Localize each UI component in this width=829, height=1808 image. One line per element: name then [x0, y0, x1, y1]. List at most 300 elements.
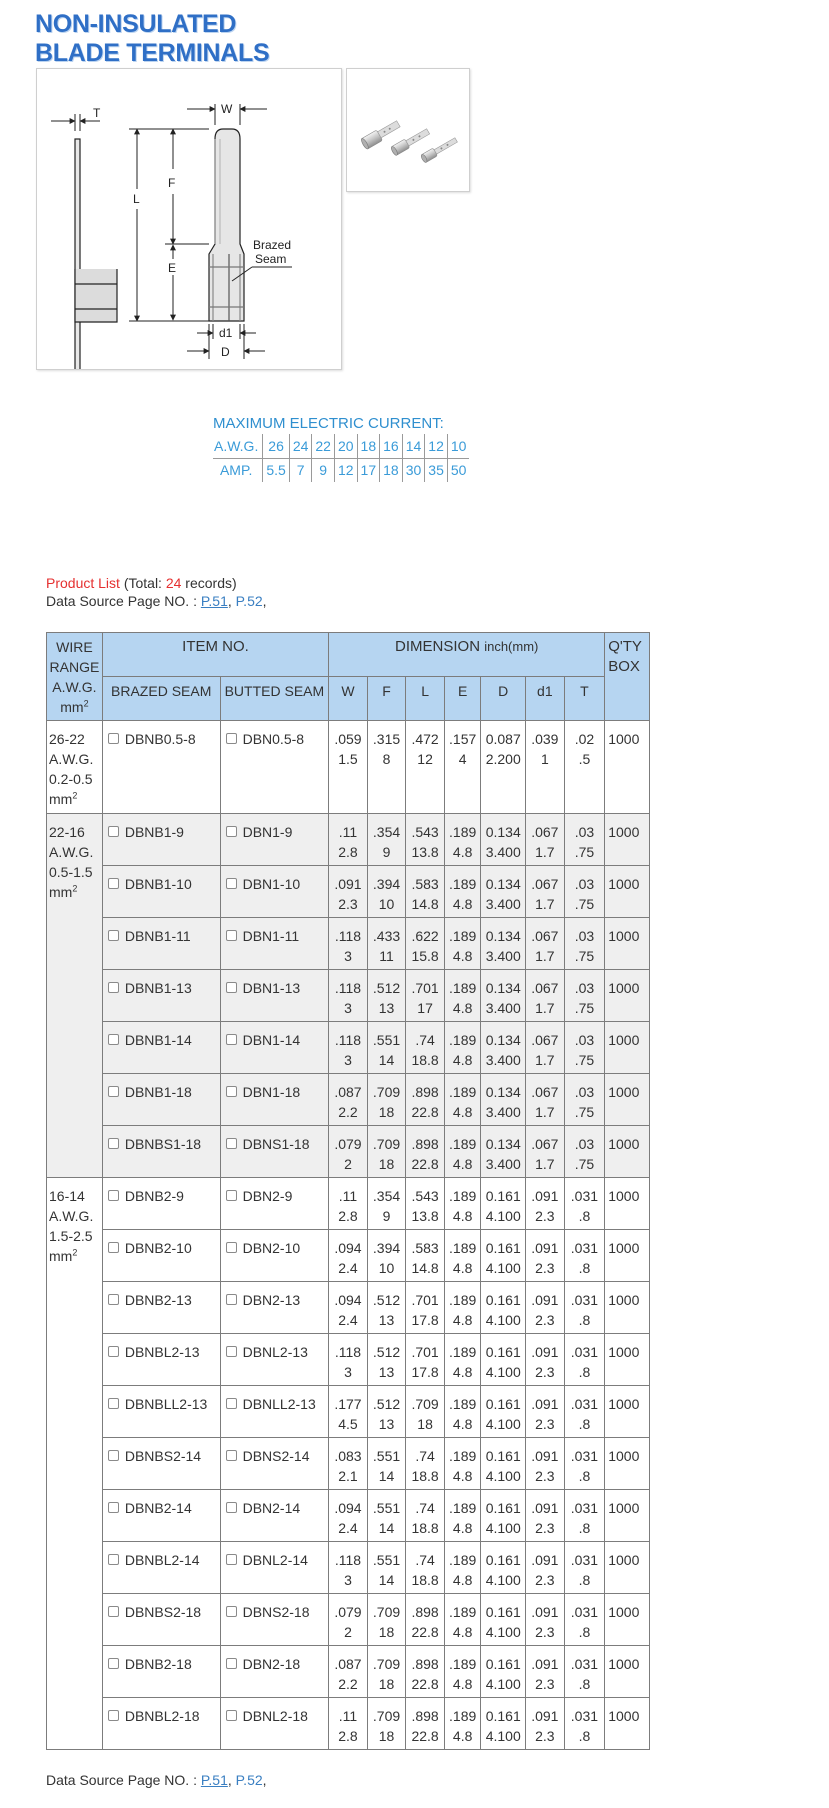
dim-w-cell: .091 2.3 [329, 866, 368, 918]
dim-e-cell: .189 4.8 [444, 1022, 481, 1074]
dim-e-cell: .189 4.8 [444, 1646, 481, 1698]
dim-d1-cell: .067 1.7 [526, 1074, 565, 1126]
dim-e-cell: .189 4.8 [444, 1282, 481, 1334]
dim-d1-cell: .067 1.7 [526, 866, 565, 918]
source-page-link[interactable]: P.51 [200, 1772, 228, 1788]
dim-d-cell: 0.134 3.400 [481, 970, 526, 1022]
dim-f-cell: .709 18 [367, 1126, 406, 1178]
col-wire-range: WIRE RANGE A.W.G. $mm^2$ [47, 633, 103, 721]
awg-value: 22 [312, 434, 335, 458]
table-row [47, 1698, 650, 1750]
item-checkbox[interactable] [226, 826, 237, 837]
table-row [47, 1282, 650, 1334]
dim-t-cell: .031 .8 [564, 1594, 605, 1646]
item-code: DBNL2-14 [242, 1552, 308, 1568]
dim-w-cell: .094 2.4 [329, 1230, 368, 1282]
brazed-seam-item [102, 1334, 220, 1386]
dim-d1-cell: .067 1.7 [526, 814, 565, 866]
dim-f-cell: .709 18 [367, 1074, 406, 1126]
butted-seam-item [220, 1438, 329, 1490]
col-qty-box: Q'TY BOX [605, 633, 650, 721]
col-dimension: DIMENSION inch(mm) [329, 633, 605, 677]
butted-seam-item [220, 1646, 329, 1698]
awg-label: A.W.G. [213, 434, 263, 458]
dim-l-cell: .622 15.8 [406, 918, 445, 970]
product-list-label: Product List [46, 575, 120, 591]
butted-seam-item [220, 1230, 329, 1282]
item-checkbox[interactable] [108, 1190, 119, 1201]
table-subheader-row [47, 677, 650, 721]
dim-l-cell: .898 22.8 [406, 1698, 445, 1750]
dim-e-cell: .189 4.8 [444, 1126, 481, 1178]
data-source-bottom [46, 1772, 267, 1788]
item-checkbox[interactable] [226, 1398, 237, 1409]
table-row [47, 866, 650, 918]
item-checkbox[interactable] [108, 1138, 119, 1149]
l-dimension [129, 129, 209, 321]
dim-f-cell: .709 18 [367, 1646, 406, 1698]
table-row [47, 1022, 650, 1074]
item-code: DBNB1-14 [124, 1032, 192, 1048]
col-l: L [406, 677, 445, 721]
qty-cell: 1000 [605, 1334, 650, 1386]
dim-d-cell: 0.134 3.400 [481, 814, 526, 866]
dim-e-cell: .157 4 [444, 721, 481, 814]
item-checkbox[interactable] [108, 1398, 119, 1409]
qty-cell: 1000 [605, 1490, 650, 1542]
dim-d-cell: 0.161 4.100 [481, 1386, 526, 1438]
col-f: F [367, 677, 406, 721]
wire-range-cell: 16-14 A.W.G. 1.5-2.5 $mm^2$ [47, 1178, 103, 1750]
item-checkbox[interactable] [108, 1658, 119, 1669]
butted-seam-item [220, 1022, 329, 1074]
item-code: DBN1-14 [242, 1032, 301, 1048]
item-code: DBNS2-18 [242, 1604, 310, 1620]
dim-l-cell: .898 22.8 [406, 1594, 445, 1646]
dim-d-cell: 0.134 3.400 [481, 1022, 526, 1074]
col-e: E [444, 677, 481, 721]
terminal-dimension-diagram[interactable] [36, 68, 342, 370]
total-prefix: (Total: [119, 575, 166, 591]
brazed-seam-item [102, 918, 220, 970]
label-t: T [93, 106, 101, 120]
item-checkbox[interactable] [226, 1034, 237, 1045]
table-row [47, 1594, 650, 1646]
brazed-seam-item [102, 1594, 220, 1646]
item-checkbox[interactable] [226, 1346, 237, 1357]
dim-t-cell: .03 .75 [564, 970, 605, 1022]
table-row [47, 721, 650, 814]
dim-d1-cell: .067 1.7 [526, 918, 565, 970]
awg-value: 24 [289, 434, 312, 458]
item-checkbox[interactable] [226, 1710, 237, 1721]
dim-e-cell: .189 4.8 [444, 1490, 481, 1542]
item-checkbox[interactable] [108, 1554, 119, 1565]
item-checkbox[interactable] [226, 1450, 237, 1461]
amp-value: 9 [312, 458, 335, 482]
item-code: DBNBL2-18 [124, 1708, 200, 1724]
butted-seam-item [220, 1542, 329, 1594]
awg-value: 14 [402, 434, 425, 458]
brazed-seam-item [102, 866, 220, 918]
dim-d1-cell: .091 2.3 [526, 1698, 565, 1750]
brazed-seam-item [102, 1178, 220, 1230]
dim-l-cell: .74 18.8 [406, 1490, 445, 1542]
label-d1: d1 [219, 326, 233, 340]
page-title [35, 10, 269, 68]
dim-f-cell: .433 11 [367, 918, 406, 970]
item-checkbox[interactable] [108, 878, 119, 889]
butted-seam-item [220, 1126, 329, 1178]
qty-cell: 1000 [605, 1074, 650, 1126]
dim-w-cell: .11 2.8 [329, 814, 368, 866]
item-checkbox[interactable] [226, 1658, 237, 1669]
butted-seam-item [220, 1490, 329, 1542]
label-d: D [221, 345, 230, 359]
qty-cell: 1000 [605, 1386, 650, 1438]
item-code: DBNBL2-14 [124, 1552, 200, 1568]
dim-t-cell: .031 .8 [564, 1438, 605, 1490]
awg-row [213, 434, 469, 458]
dim-d-cell: 0.161 4.100 [481, 1178, 526, 1230]
qty-cell: 1000 [605, 1594, 650, 1646]
item-code: DBNB2-18 [124, 1656, 192, 1672]
label-seam: Seam [255, 252, 287, 266]
table-row [47, 1230, 650, 1282]
item-checkbox[interactable] [108, 1346, 119, 1357]
item-code: DBNBS1-18 [124, 1136, 202, 1152]
brazed-seam-item [102, 1282, 220, 1334]
dim-d-cell: 0.161 4.100 [481, 1698, 526, 1750]
item-checkbox[interactable] [108, 1034, 119, 1045]
item-checkbox[interactable] [226, 1190, 237, 1201]
dim-d-cell: 0.134 3.400 [481, 1074, 526, 1126]
dim-d-cell: 0.161 4.100 [481, 1282, 526, 1334]
item-checkbox[interactable] [226, 1242, 237, 1253]
brazed-seam-item [102, 814, 220, 866]
dim-d1-cell: .091 2.3 [526, 1386, 565, 1438]
dim-d1-cell: .067 1.7 [526, 970, 565, 1022]
amp-value: 12 [334, 458, 357, 482]
item-checkbox[interactable] [226, 1138, 237, 1149]
dim-l-cell: .898 22.8 [406, 1126, 445, 1178]
dim-d-cell: 0.161 4.100 [481, 1438, 526, 1490]
item-code: DBNLL2-13 [242, 1396, 316, 1412]
dim-d1-cell: .039 1 [526, 721, 565, 814]
dim-e-cell: .189 4.8 [444, 1698, 481, 1750]
dim-f-cell: .354 9 [367, 1178, 406, 1230]
dim-w-cell: .11 2.8 [329, 1178, 368, 1230]
table-row [47, 1542, 650, 1594]
amp-value: 5.5 [263, 458, 289, 482]
dim-e-cell: .189 4.8 [444, 1230, 481, 1282]
dim-d-cell: 0.161 4.100 [481, 1230, 526, 1282]
dim-f-cell: .354 9 [367, 814, 406, 866]
item-code: DBN1-11 [242, 928, 300, 944]
item-code: DBNBL2-13 [124, 1344, 200, 1360]
dim-t-cell: .02 .5 [564, 721, 605, 814]
item-code: DBNB1-9 [124, 824, 184, 840]
data-source-label: Data Source Page NO. : [46, 593, 201, 609]
col-item-no: ITEM NO. [102, 633, 328, 677]
dim-d-cell: 0.161 4.100 [481, 1594, 526, 1646]
product-table-body [47, 721, 650, 1750]
dim-l-cell: .898 22.8 [406, 1646, 445, 1698]
awg-value: 12 [425, 434, 448, 458]
label-w: W [221, 102, 233, 116]
dim-w-cell: .059 1.5 [329, 721, 368, 814]
dim-t-cell: .031 .8 [564, 1230, 605, 1282]
dim-f-cell: .394 10 [367, 866, 406, 918]
awg-value: 16 [380, 434, 403, 458]
dim-w-cell: .118 3 [329, 1542, 368, 1594]
terminal-photo-2 [390, 127, 431, 156]
brazed-seam-item [102, 1438, 220, 1490]
table-row [47, 1178, 650, 1230]
dim-d1-cell: .067 1.7 [526, 1126, 565, 1178]
butted-seam-item [220, 866, 329, 918]
dim-d1-cell: .091 2.3 [526, 1646, 565, 1698]
table-row [47, 970, 650, 1022]
awg-value: 26 [263, 434, 289, 458]
dim-w-cell: .087 2.2 [329, 1646, 368, 1698]
dim-l-cell: .472 12 [406, 721, 445, 814]
item-code: DBNL2-18 [242, 1708, 308, 1724]
brazed-seam-item [102, 970, 220, 1022]
dim-l-cell: .583 14.8 [406, 866, 445, 918]
dim-d-cell: 0.161 4.100 [481, 1542, 526, 1594]
table-row [47, 1646, 650, 1698]
item-checkbox[interactable] [108, 930, 119, 941]
dim-f-cell: .709 18 [367, 1698, 406, 1750]
table-row [47, 1334, 650, 1386]
butted-seam-item [220, 1282, 329, 1334]
wire-range-cell: 26-22 A.W.G. 0.2-0.5 $mm^2$ [47, 721, 103, 814]
item-checkbox[interactable] [108, 1086, 119, 1097]
awg-value: 10 [447, 434, 469, 458]
item-code: DBNS1-18 [242, 1136, 310, 1152]
col-d1: d1 [526, 677, 565, 721]
dim-w-cell: .087 2.2 [329, 1074, 368, 1126]
butted-seam-item [220, 1698, 329, 1750]
terminal-photo-3 [420, 136, 458, 163]
dim-w-cell: .079 2 [329, 1126, 368, 1178]
item-checkbox[interactable] [108, 826, 119, 837]
item-checkbox[interactable] [226, 982, 237, 993]
dim-f-cell: .315 8 [367, 721, 406, 814]
item-checkbox[interactable] [226, 1502, 237, 1513]
dim-d-cell: 0.161 4.100 [481, 1646, 526, 1698]
dim-f-cell: .512 13 [367, 1282, 406, 1334]
dim-d-cell: 0.134 3.400 [481, 918, 526, 970]
item-code: DBNB1-10 [124, 876, 192, 892]
item-code: DBNL2-13 [242, 1344, 308, 1360]
front-view-terminal [209, 129, 244, 321]
dim-e-cell: .189 4.8 [444, 1386, 481, 1438]
dim-w-cell: .079 2 [329, 1594, 368, 1646]
butted-seam-item [220, 918, 329, 970]
dim-t-cell: .031 .8 [564, 1178, 605, 1230]
label-f: F [168, 176, 176, 190]
item-code: DBNB2-14 [124, 1500, 192, 1516]
dim-w-cell: .083 2.1 [329, 1438, 368, 1490]
table-row [47, 814, 650, 866]
item-code: DBNS2-14 [242, 1448, 310, 1464]
source-page-link[interactable]: P.52 [235, 1772, 263, 1788]
butted-seam-item [220, 970, 329, 1022]
product-list-summary [46, 573, 237, 593]
dim-d1-cell: .091 2.3 [526, 1490, 565, 1542]
label-brazed: Brazed [253, 238, 292, 252]
item-code: DBNBLL2-13 [124, 1396, 208, 1412]
item-code: DBN2-14 [242, 1500, 301, 1516]
page-title-line2: BLADE TERMINALS [35, 39, 270, 67]
brazed-seam-item [102, 1126, 220, 1178]
dim-d1-cell: .067 1.7 [526, 1022, 565, 1074]
item-code: DBN2-9 [242, 1188, 293, 1204]
table-row [47, 1074, 650, 1126]
dim-d-cell: 0.134 3.400 [481, 866, 526, 918]
table-header-row [47, 633, 650, 677]
awg-value: 18 [357, 434, 380, 458]
dim-l-cell: .74 18.8 [406, 1438, 445, 1490]
col-brazed-seam: BRAZED SEAM [102, 677, 220, 721]
awg-value: 20 [334, 434, 357, 458]
amp-value: 30 [402, 458, 425, 482]
dim-l-cell: .709 18 [406, 1386, 445, 1438]
item-code: DBN0.5-8 [242, 731, 305, 747]
dim-t-cell: .03 .75 [564, 1126, 605, 1178]
qty-cell: 1000 [605, 1022, 650, 1074]
item-code: DBNBS2-14 [124, 1448, 202, 1464]
dim-t-cell: .031 .8 [564, 1646, 605, 1698]
wire-range-cell: 22-16 A.W.G. 0.5-1.5 $mm^2$ [47, 814, 103, 1178]
dim-f-cell: .512 13 [367, 970, 406, 1022]
dim-e-cell: .189 4.8 [444, 1074, 481, 1126]
table-row [47, 1490, 650, 1542]
amp-value: 35 [425, 458, 448, 482]
dim-t-cell: .03 .75 [564, 1022, 605, 1074]
item-checkbox[interactable] [108, 1502, 119, 1513]
item-code: DBNB1-18 [124, 1084, 192, 1100]
item-code: DBN1-9 [242, 824, 293, 840]
table-row [47, 918, 650, 970]
item-code: DBNB0.5-8 [124, 731, 196, 747]
qty-cell: 1000 [605, 1646, 650, 1698]
item-code: DBNB1-11 [124, 928, 191, 944]
item-checkbox[interactable] [108, 1294, 119, 1305]
item-code: DBN1-13 [242, 980, 301, 996]
item-code: DBNB1-13 [124, 980, 192, 996]
source-page-link[interactable]: P.51 [200, 593, 228, 609]
table-row [47, 1438, 650, 1490]
dim-l-cell: .701 17.8 [406, 1282, 445, 1334]
dim-d-cell: 0.161 4.100 [481, 1490, 526, 1542]
butted-seam-item [220, 814, 329, 866]
dim-d1-cell: .091 2.3 [526, 1334, 565, 1386]
dim-w-cell: .094 2.4 [329, 1282, 368, 1334]
item-checkbox[interactable] [108, 1242, 119, 1253]
item-code: DBN2-18 [242, 1656, 301, 1672]
product-table [46, 632, 650, 1750]
dim-f-cell: .551 14 [367, 1490, 406, 1542]
dim-l-cell: .898 22.8 [406, 1074, 445, 1126]
terminal-product-photo[interactable] [346, 68, 470, 192]
dim-e-cell: .189 4.8 [444, 866, 481, 918]
item-checkbox[interactable] [226, 1554, 237, 1565]
qty-cell: 1000 [605, 918, 650, 970]
dim-l-cell: .74 18.8 [406, 1542, 445, 1594]
dim-e-cell: .189 4.8 [444, 970, 481, 1022]
item-checkbox[interactable] [108, 982, 119, 993]
brazed-seam-item [102, 721, 220, 814]
amp-value: 7 [289, 458, 312, 482]
dim-f-cell: .512 13 [367, 1334, 406, 1386]
dim-f-cell: .551 14 [367, 1022, 406, 1074]
item-checkbox[interactable] [108, 1450, 119, 1461]
item-checkbox[interactable] [108, 1710, 119, 1721]
dim-d-cell: 0.087 2.200 [481, 721, 526, 814]
item-checkbox[interactable] [226, 878, 237, 889]
max-electric-current [213, 415, 469, 482]
dim-d1-cell: .091 2.3 [526, 1438, 565, 1490]
col-d: D [481, 677, 526, 721]
dim-t-cell: .03 .75 [564, 918, 605, 970]
item-checkbox[interactable] [108, 1606, 119, 1617]
item-checkbox[interactable] [226, 930, 237, 941]
item-checkbox[interactable] [226, 1086, 237, 1097]
dim-w-cell: .094 2.4 [329, 1490, 368, 1542]
product-list-total [46, 573, 237, 593]
qty-cell: 1000 [605, 1178, 650, 1230]
dim-t-cell: .031 .8 [564, 1542, 605, 1594]
item-checkbox[interactable] [108, 733, 119, 744]
item-checkbox[interactable] [226, 1294, 237, 1305]
item-code: DBNB2-9 [124, 1188, 184, 1204]
qty-cell: 1000 [605, 1698, 650, 1750]
col-butted-seam: BUTTED SEAM [220, 677, 329, 721]
dim-l-cell: .701 17.8 [406, 1334, 445, 1386]
item-checkbox[interactable] [226, 733, 237, 744]
brazed-seam-item [102, 1074, 220, 1126]
qty-cell: 1000 [605, 721, 650, 814]
item-checkbox[interactable] [226, 1606, 237, 1617]
dim-e-cell: .189 4.8 [444, 1594, 481, 1646]
qty-cell: 1000 [605, 866, 650, 918]
table-row [47, 1386, 650, 1438]
diagram-drawing [37, 69, 341, 369]
side-view-terminal [75, 139, 117, 369]
dim-f-cell: .551 14 [367, 1542, 406, 1594]
dim-f-cell: .512 13 [367, 1386, 406, 1438]
source-trail: , [262, 1772, 267, 1788]
col-w: W [329, 677, 368, 721]
dim-l-cell: .74 18.8 [406, 1022, 445, 1074]
butted-seam-item [220, 721, 329, 814]
dim-e-cell: .189 4.8 [444, 814, 481, 866]
brazed-seam-item [102, 1230, 220, 1282]
max-current-table [213, 434, 469, 482]
product-photo-drawing [347, 69, 469, 191]
dim-t-cell: .031 .8 [564, 1282, 605, 1334]
dim-e-cell: .189 4.8 [444, 1542, 481, 1594]
dim-l-cell: .583 14.8 [406, 1230, 445, 1282]
qty-cell: 1000 [605, 1282, 650, 1334]
dim-t-cell: .03 .75 [564, 866, 605, 918]
label-e: E [168, 261, 177, 275]
source-page-link[interactable]: P.52 [235, 593, 263, 609]
total-count: 24 [165, 575, 182, 591]
